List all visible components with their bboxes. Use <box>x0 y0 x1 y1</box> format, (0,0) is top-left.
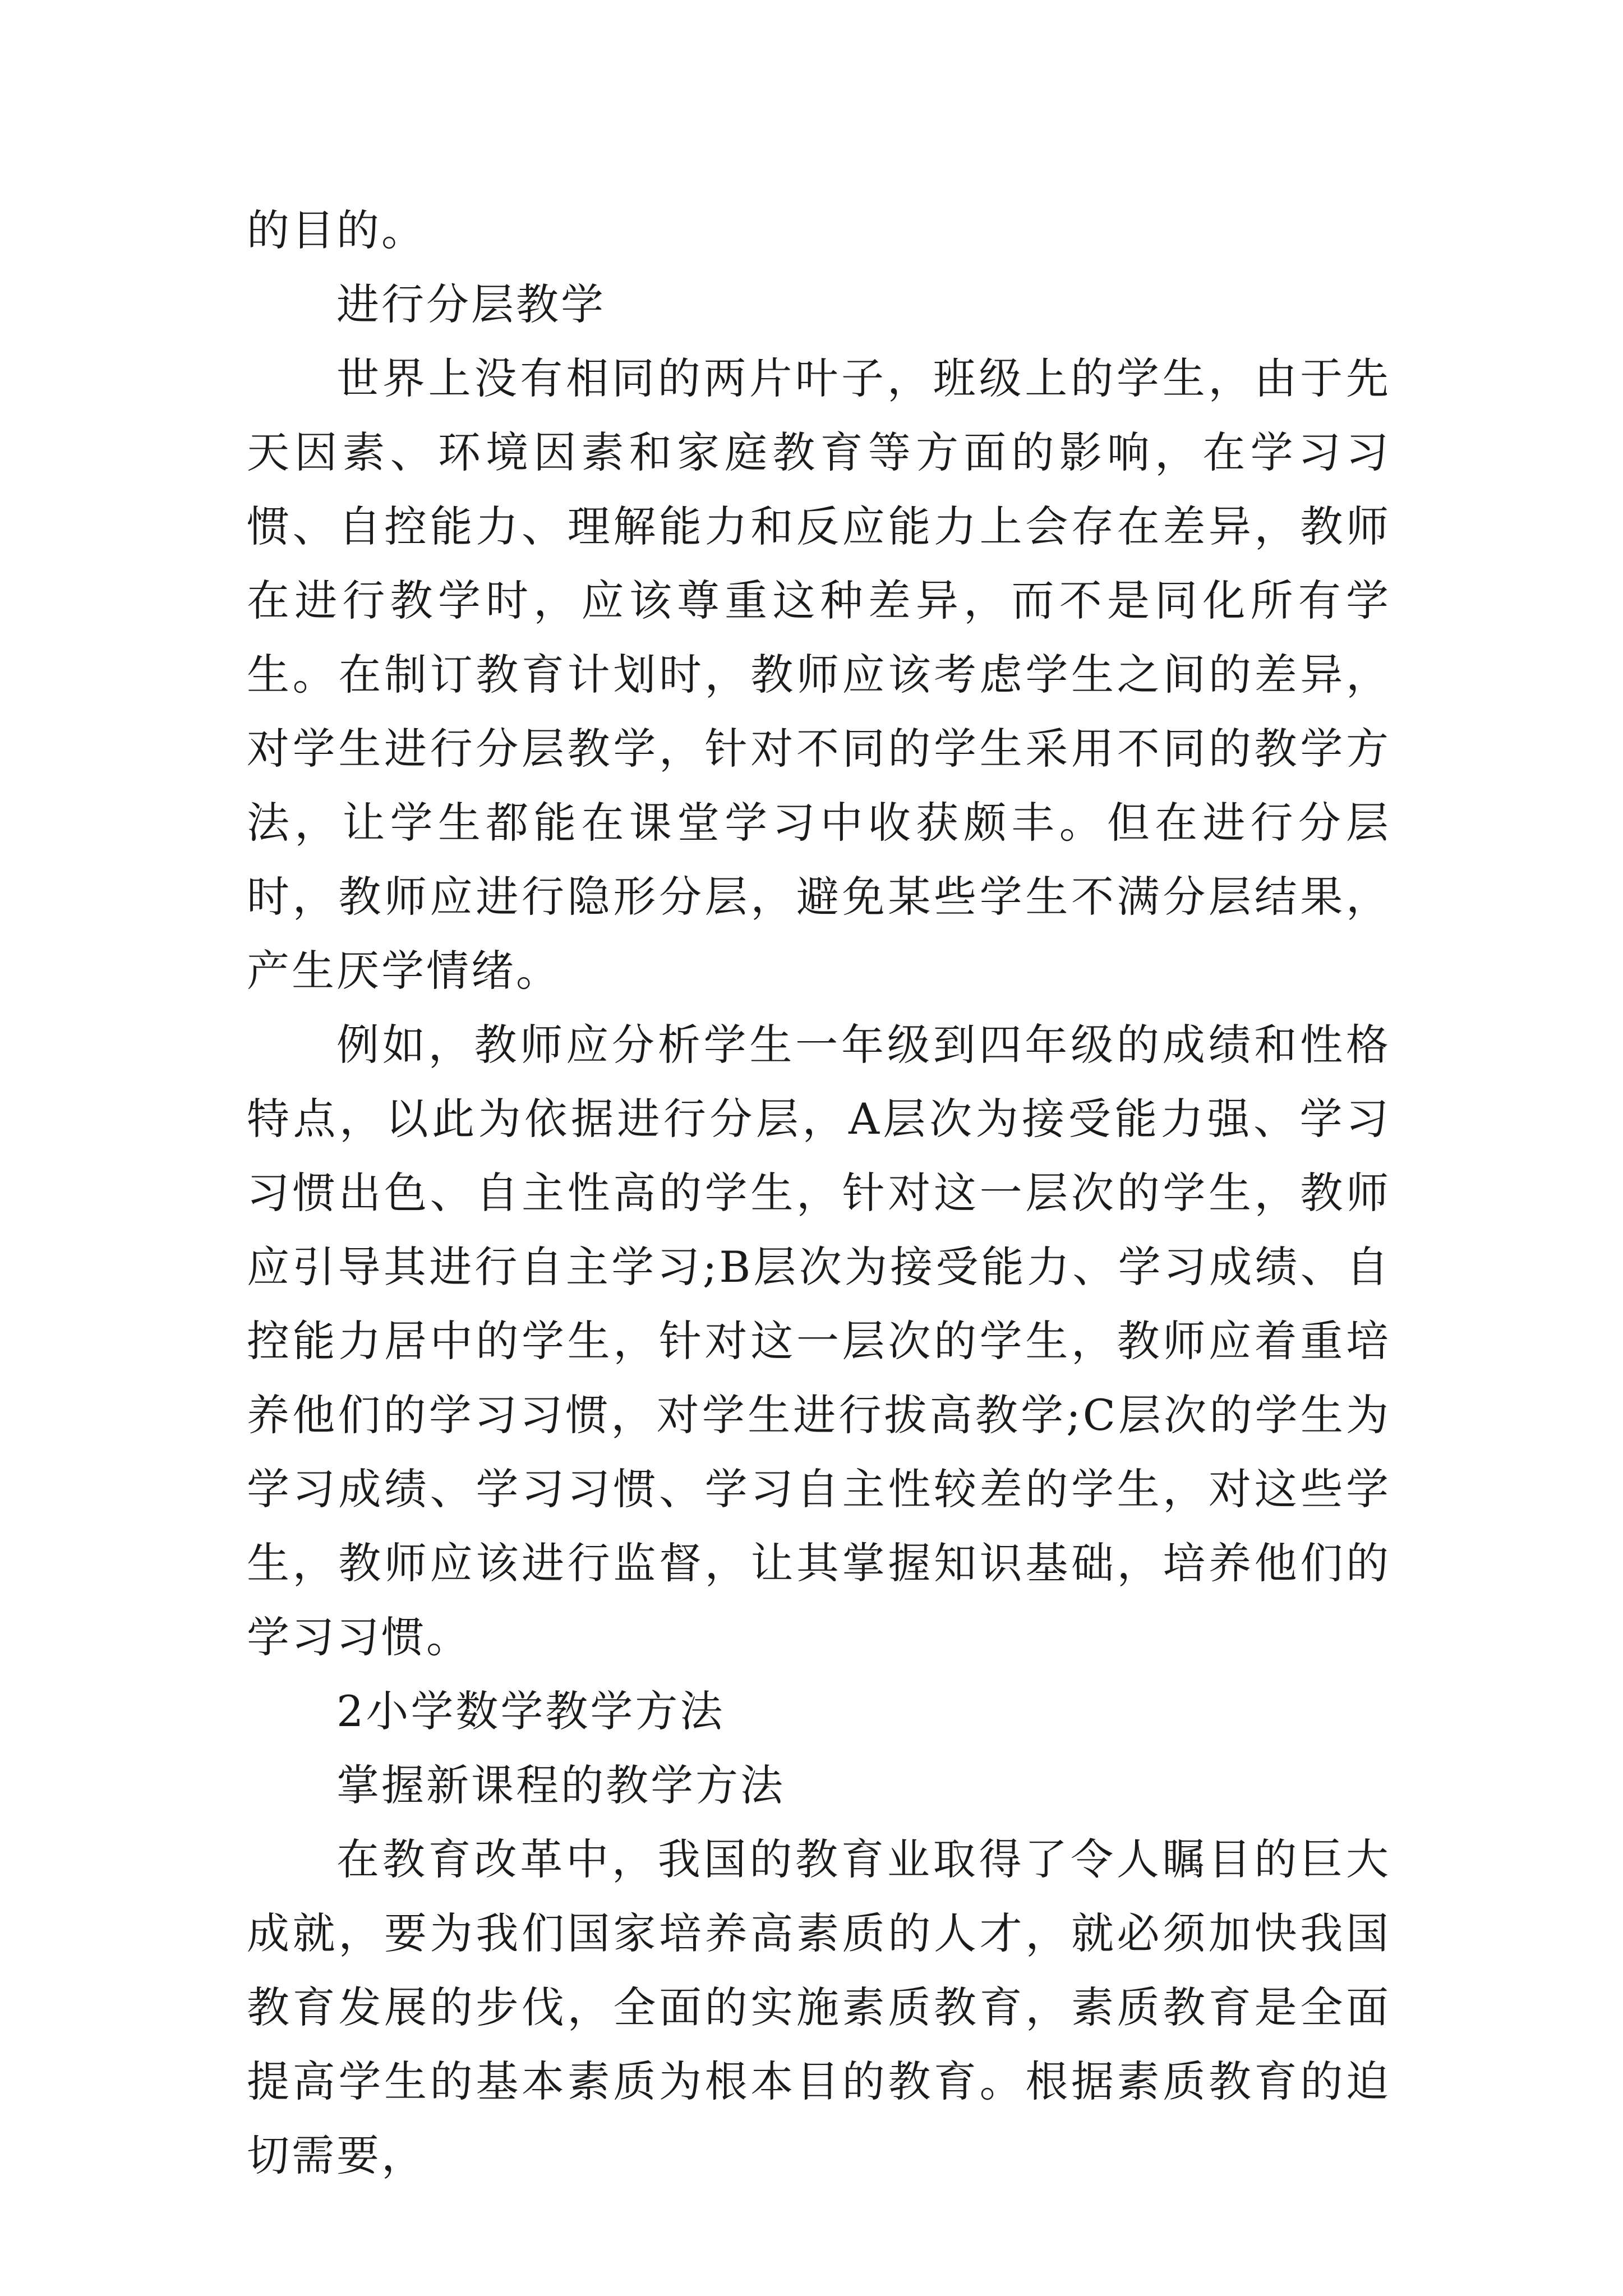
subsection-heading-new-curriculum: 掌握新课程的教学方法 <box>336 1760 785 1810</box>
section-heading-math-methods: 2小学数学教学方法 <box>336 1686 725 1736</box>
paragraph-education-reform: 在教育改革中，我国的教育业取得了令人瞩目的巨大成就，要为我们国家培养高素质的人才，就必须加快我国教育发展的步伐，全面的实施素质教育，素质教育是全面提高学生的基本素质为根本目的教育。根据素质教育的迫切需要， <box>247 1834 1391 2180</box>
body-text <box>247 194 1391 2193</box>
paragraph-layering-example: 例如，教师应分析学生一年级到四年级的成绩和性格特点，以此为依据进行分层，A层次为接受能力强、学习习惯出色、自主性高的学生，针对这一层次的学生，教师应引导其进行自主学习;B层次为接受能力、学习成绩、自控能力居中的学生，针对这一层次的学生，教师应着重培养他们的学习习惯，对学生进行拔高教学;C层次的学生为学习成绩、学习习惯、学习自主性较差的学生，对这些学生，教师应该进行监督，让其掌握知识基础，培养他们的学习习惯。 <box>247 1020 1391 1662</box>
paragraph-student-differences: 世界上没有相同的两片叶子，班级上的学生，由于先天因素、环境因素和家庭教育等方面的影响，在学习习惯、自控能力、理解能力和反应能力上会存在差异，教师在进行教学时，应该尊重这种差异，而不是同化所有学生。在制订教育计划时，教师应该考虑学生之间的差异，对学生进行分层教学，针对不同的学生采用不同的教学方法，让学生都能在课堂学习中收获颇丰。但在进行分层时，教师应进行隐形分层，避免某些学生不满分层结果，产生厌学情绪。 <box>247 353 1391 996</box>
section-heading-layered-teaching: 进行分层教学 <box>336 279 606 329</box>
paragraph-continuation: 的目的。 <box>247 205 426 255</box>
